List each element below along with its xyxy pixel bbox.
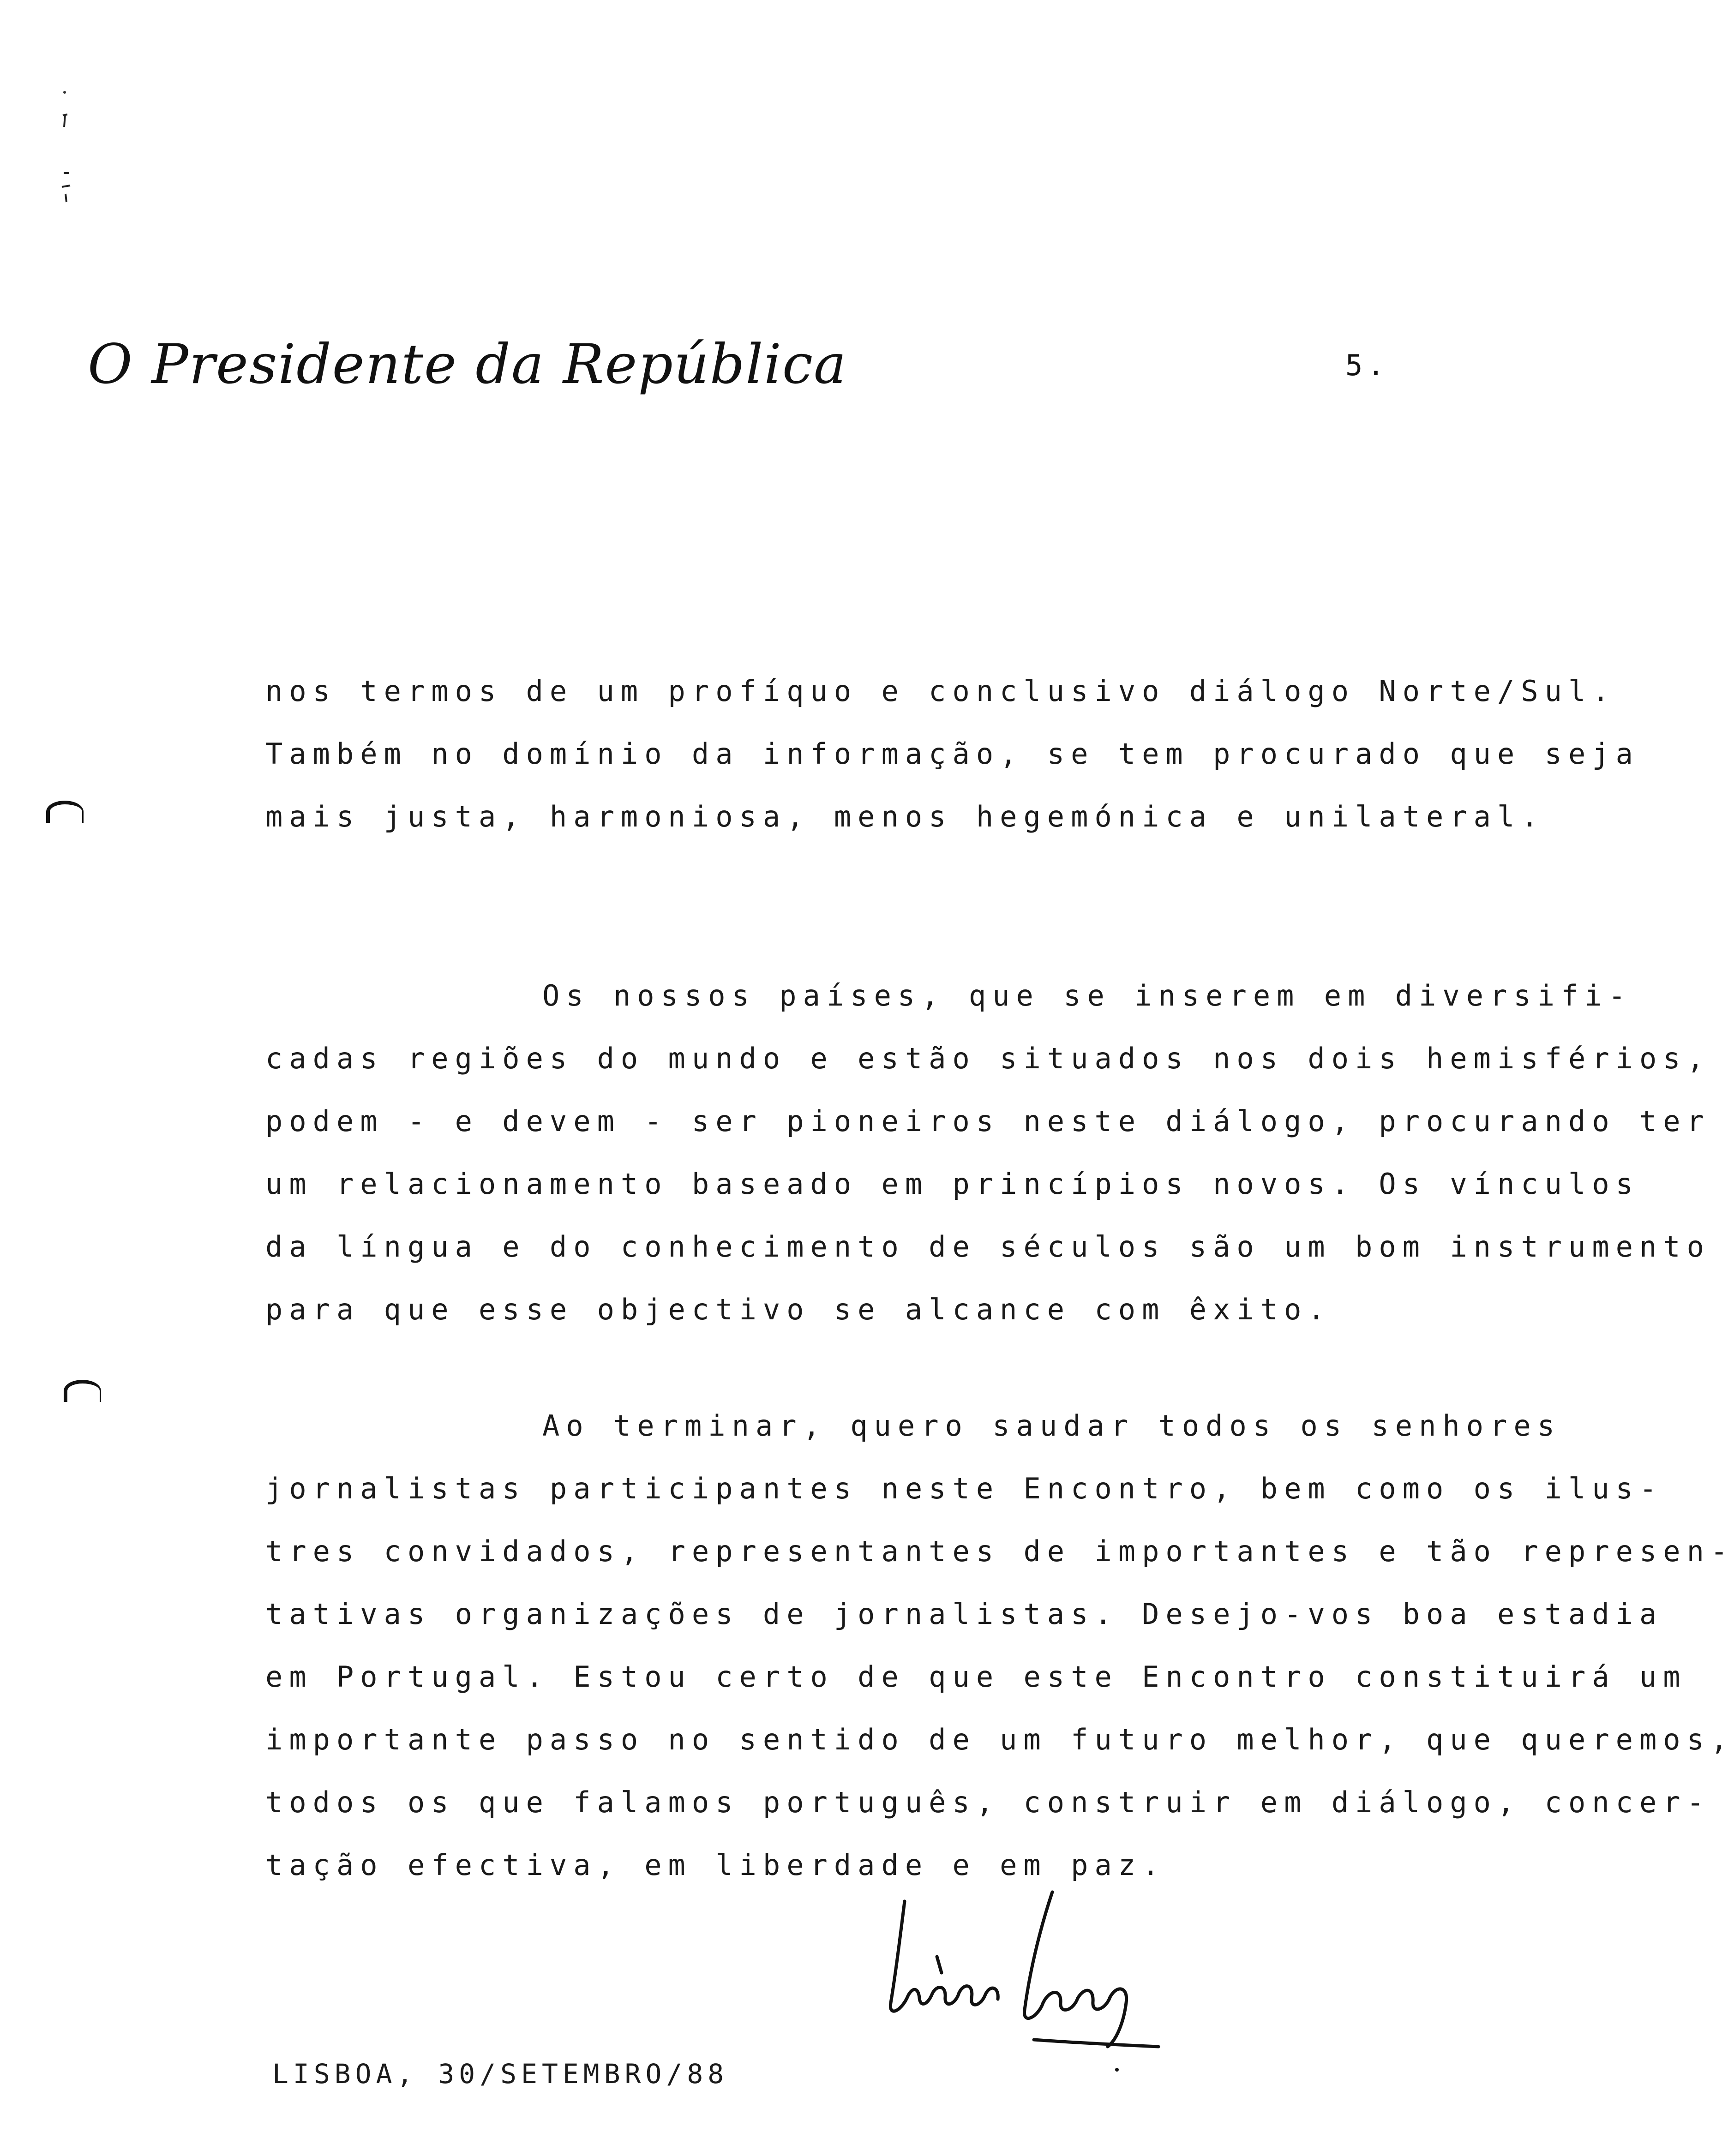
text-line: para que esse objectivo se alcance com êxito.	[265, 1293, 1332, 1326]
handwritten-signature-icon	[868, 1887, 1172, 2072]
text-line: tativas organizações de jornalistas. Desejo-vos boa estadia	[265, 1597, 1663, 1631]
page-number: 5.	[1345, 348, 1389, 382]
text-line: Os nossos países, que se inserem em diversifi-	[542, 979, 1632, 1012]
margin-mark	[46, 801, 84, 823]
text-line: importante passo no sentido de um futuro melhor, que queremos,	[265, 1723, 1734, 1756]
text-line: tres convidados, representantes de importantes e tão represen-	[265, 1534, 1734, 1568]
text-line: podem - e devem - ser pioneiros neste diálogo, procurando ter	[265, 1104, 1710, 1138]
text-line: em Portugal. Estou certo de que este Encontro constituirá um	[265, 1660, 1687, 1694]
text-line: mais justa, harmoniosa, menos hegemónica e unilateral.	[265, 800, 1545, 833]
scan-speck-marks	[60, 88, 74, 208]
text-line: um relacionamento baseado em princípios novos. Os vínculos	[265, 1167, 1639, 1201]
text-line: cadas regiões do mundo e estão situados nos dois hemisférios,	[265, 1042, 1710, 1075]
text-line: da língua e do conhecimento de séculos são um bom instrumento	[265, 1230, 1710, 1264]
place-date: LISBOA, 30/SETEMBRO/88	[272, 2058, 729, 2090]
text-line: Também no domínio da informação, se tem procurado que seja	[265, 737, 1639, 771]
text-line: Ao terminar, quero saudar todos os senhores	[542, 1409, 1561, 1443]
paragraph-3	[265, 1395, 1734, 1897]
paragraph-2	[265, 964, 1710, 1341]
text-line: nos termos de um profíquo e conclusivo diálogo Norte/Sul.	[265, 674, 1616, 708]
text-line: jornalistas participantes neste Encontro, bem como os ilus-	[265, 1472, 1663, 1505]
paragraph-1	[265, 660, 1639, 848]
letterhead-title: O Presidente da República	[88, 332, 847, 396]
margin-mark	[64, 1380, 101, 1402]
text-line: tação efectiva, em liberdade e em paz.	[265, 1848, 1166, 1882]
text-line: todos os que falamos português, construir em diálogo, concer-	[265, 1785, 1710, 1819]
